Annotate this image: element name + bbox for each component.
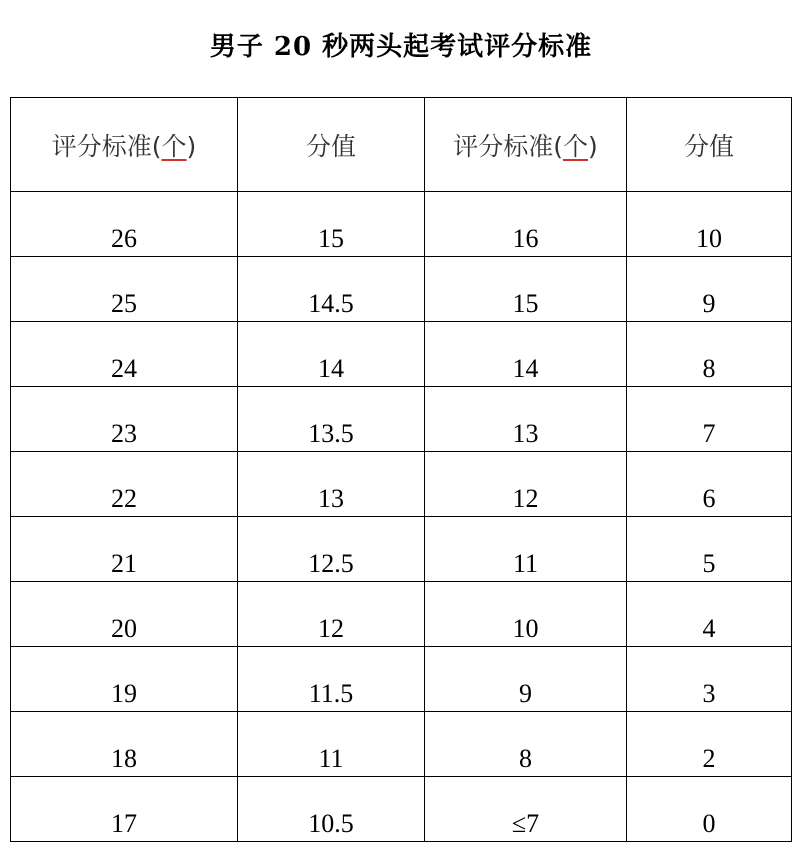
table-cell: 25 [11, 257, 238, 322]
table-cell: 8 [627, 322, 792, 387]
table-cell: 5 [627, 517, 792, 582]
table-row [11, 647, 792, 712]
table-cell: 12 [425, 452, 627, 517]
table-cell: 14 [425, 322, 627, 387]
table-cell: 11.5 [238, 647, 425, 712]
table-row [11, 387, 792, 452]
header-standard-count-1: 评分标准(个) [11, 98, 238, 192]
table-cell: 20 [11, 582, 238, 647]
table-cell: 13 [238, 452, 425, 517]
table-row [11, 517, 792, 582]
table-cell: ≤7 [425, 777, 627, 842]
header-score-2: 分值 [627, 98, 792, 192]
table-row [11, 777, 792, 842]
table-cell: 15 [425, 257, 627, 322]
table-row [11, 257, 792, 322]
table-cell: 13.5 [238, 387, 425, 452]
table-row [11, 192, 792, 257]
table-cell: 4 [627, 582, 792, 647]
table-cell: 6 [627, 452, 792, 517]
table-cell: 12.5 [238, 517, 425, 582]
table-header-row [11, 98, 792, 192]
page-title: 男子 20 秒两头起考试评分标准 [209, 32, 593, 62]
table-cell: 10.5 [238, 777, 425, 842]
table-row [11, 712, 792, 777]
table-cell: 9 [627, 257, 792, 322]
table-cell: 10 [627, 192, 792, 257]
table-cell: 9 [425, 647, 627, 712]
scoring-table [10, 97, 792, 842]
table-cell: 14.5 [238, 257, 425, 322]
table-cell: 21 [11, 517, 238, 582]
table-row [11, 452, 792, 517]
table-cell: 16 [425, 192, 627, 257]
header-score-1: 分值 [238, 98, 425, 192]
header-standard-count-2: 评分标准(个) [425, 98, 627, 192]
table-cell: 3 [627, 647, 792, 712]
table-cell: 10 [425, 582, 627, 647]
table-cell: 7 [627, 387, 792, 452]
table-cell: 11 [238, 712, 425, 777]
table-cell: 18 [11, 712, 238, 777]
table-cell: 19 [11, 647, 238, 712]
table-cell: 22 [11, 452, 238, 517]
table-cell: 24 [11, 322, 238, 387]
table-cell: 14 [238, 322, 425, 387]
table-cell: 8 [425, 712, 627, 777]
table-cell: 17 [11, 777, 238, 842]
table-cell: 0 [627, 777, 792, 842]
table-row [11, 582, 792, 647]
table-cell: 26 [11, 192, 238, 257]
table-cell: 13 [425, 387, 627, 452]
table-cell: 11 [425, 517, 627, 582]
header-unit-mark: 个 [161, 131, 187, 161]
header-unit-mark: 个 [562, 131, 588, 161]
table-cell: 15 [238, 192, 425, 257]
table-cell: 2 [627, 712, 792, 777]
table-cell: 12 [238, 582, 425, 647]
table-cell: 23 [11, 387, 238, 452]
table-row [11, 322, 792, 387]
